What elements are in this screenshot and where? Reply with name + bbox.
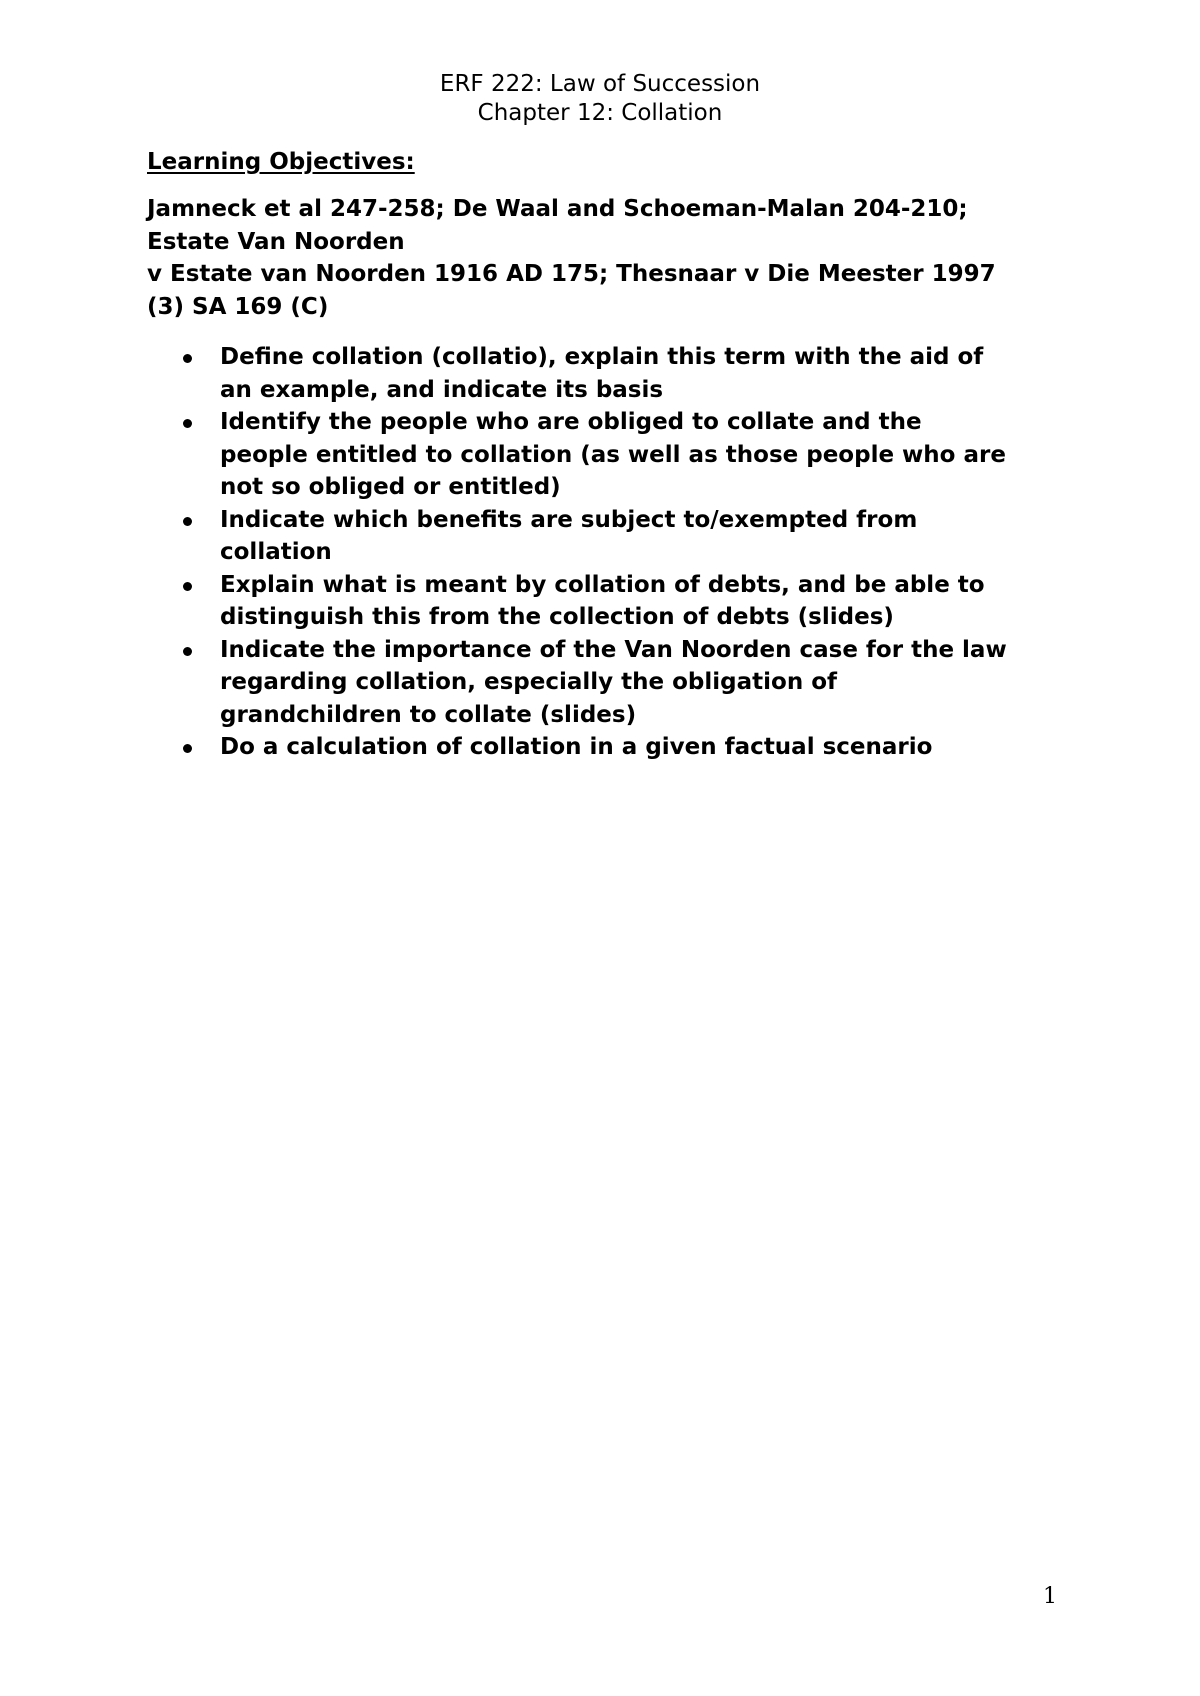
objective-text-line: Do a calculation of collation in a given factual scenario (220, 734, 933, 760)
objective-item (147, 634, 1067, 732)
objective-text-line: Indicate the importance of the Van Noorden case for the law (220, 636, 1007, 663)
chapter-title: Chapter 12: Collation (477, 100, 723, 126)
reference-line: Jamneck et al 247-258; De Waal and Schoeman-Malan 204-210; (147, 196, 968, 222)
objective-text-line: people entitled to collation (as well as those people who are (220, 441, 1006, 468)
objective-text-line: Explain what is meant by collation of debts, and be able to (220, 571, 985, 598)
page-number: 1 (1043, 1584, 1057, 1609)
objective-item (147, 731, 1067, 764)
bullet-icon (183, 419, 192, 428)
objective-item (147, 341, 1067, 406)
reference-line: Estate Van Noorden (147, 228, 405, 255)
course-title: ERF 222: Law of Succession (439, 71, 761, 97)
objective-text-line: Define collation (collatio), explain this term with the aid of (220, 344, 984, 370)
objective-text-line: Identify the people who are obliged to collate and the (220, 409, 922, 435)
objective-item (147, 406, 1067, 504)
bullet-icon (183, 582, 192, 591)
objective-text-line: distinguish this from the collection of debts (slides) (220, 604, 894, 630)
learning-objectives-heading: Learning Objectives: (147, 149, 415, 175)
objective-text-line: an example, and indicate its basis (220, 376, 664, 403)
bullet-icon (183, 517, 192, 526)
bullet-icon (183, 647, 192, 656)
document-header (0, 70, 1200, 128)
bullet-icon (183, 744, 192, 753)
objective-item (147, 569, 1067, 634)
objective-item (147, 504, 1067, 569)
objective-text-line: Indicate which benefits are subject to/exempted from (220, 506, 918, 533)
reference-line: v Estate van Noorden 1916 AD 175; Thesnaar v Die Meester 1997 (147, 261, 996, 287)
objective-text-line: regarding collation, especially the obligation of (220, 669, 838, 695)
objective-text-line: not so obliged or entitled) (220, 474, 561, 500)
objective-text-line: grandchildren to collate (slides) (220, 701, 637, 728)
references-block (147, 193, 1077, 323)
bullet-icon (183, 354, 192, 363)
objective-text-line: collation (220, 539, 332, 565)
reference-line: (3) SA 169 (C) (147, 293, 329, 320)
objectives-list (147, 341, 1067, 764)
